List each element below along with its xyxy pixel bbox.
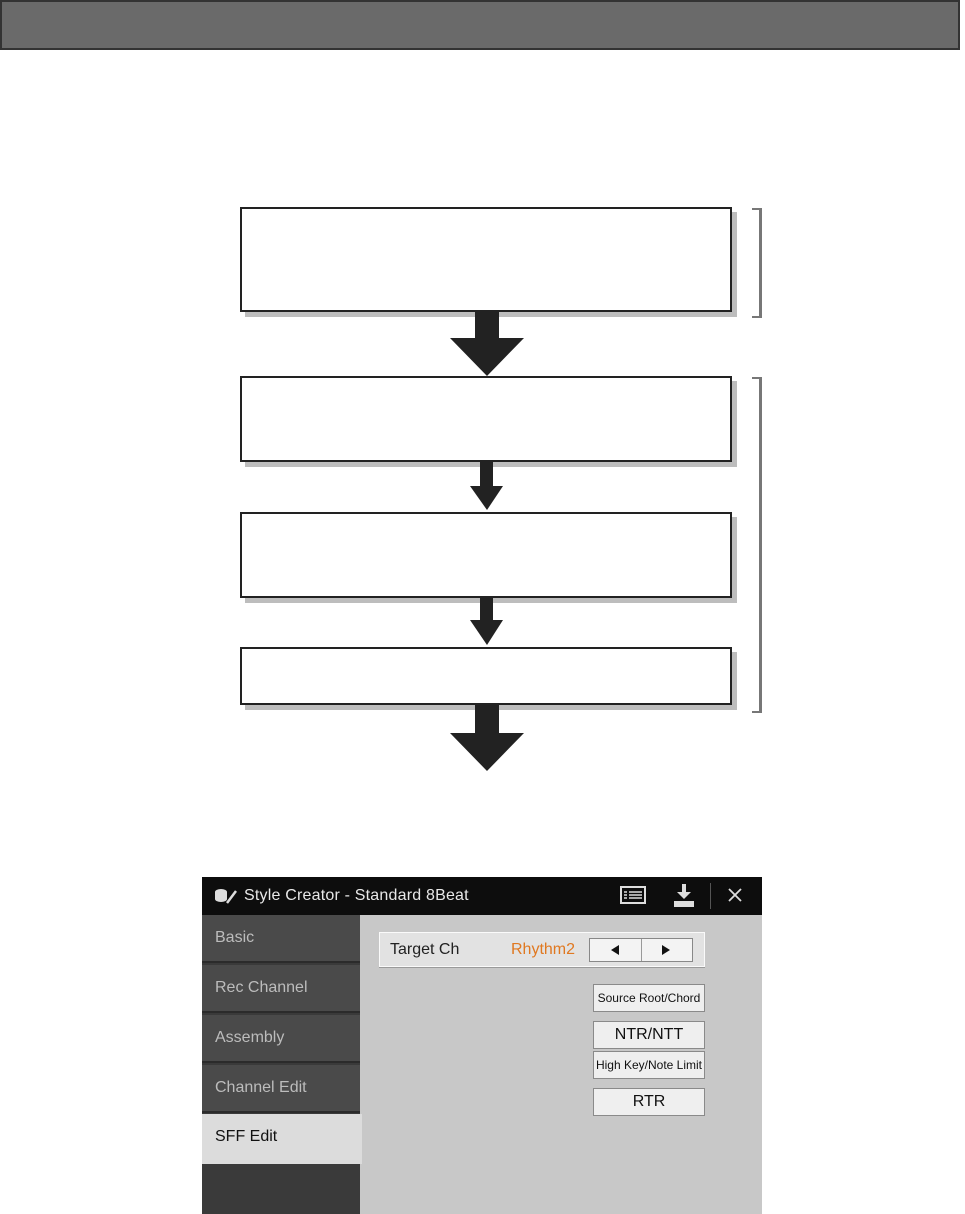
big-arrow-4-icon <box>450 705 524 771</box>
rtr-button[interactable]: RTR <box>593 1088 705 1116</box>
high-key-note-limit-button[interactable]: High Key/Note Limit <box>593 1051 705 1079</box>
small-arrow-2-icon <box>470 462 503 510</box>
list-icon[interactable] <box>620 885 646 910</box>
sidebar-item-assembly[interactable]: Assembly <box>202 1015 360 1063</box>
small-arrow-3-icon <box>470 598 503 645</box>
window-title: Style Creator - Standard 8Beat <box>244 887 469 904</box>
style-drum-pencil-icon <box>214 887 238 910</box>
triangle-right-icon <box>660 944 672 956</box>
title-bar <box>202 877 762 915</box>
triangle-left-icon <box>609 944 621 956</box>
style-creator-screen <box>202 877 762 1214</box>
sidebar-item-channel-edit[interactable]: Channel Edit <box>202 1065 360 1113</box>
sidebar <box>202 915 360 1214</box>
target-channel-label: Target Ch <box>390 941 460 958</box>
ntr-ntt-button[interactable]: NTR/NTT <box>593 1021 705 1049</box>
target-channel-arrows <box>589 938 693 962</box>
next-channel-button[interactable] <box>641 939 692 961</box>
source-root-chord-button[interactable]: Source Root/Chord <box>593 984 705 1012</box>
big-arrow-1-icon <box>450 312 524 376</box>
sidebar-item-rec-channel[interactable]: Rec Channel <box>202 965 360 1013</box>
close-icon[interactable] <box>726 886 744 909</box>
titlebar-divider <box>710 883 711 909</box>
sidebar-item-sff-edit[interactable]: SFF Edit <box>202 1114 362 1164</box>
target-channel-value[interactable]: Rhythm2 <box>511 941 576 958</box>
previous-channel-button[interactable] <box>590 939 642 961</box>
sidebar-item-basic[interactable]: Basic <box>202 915 360 963</box>
target-channel-row <box>379 932 705 967</box>
save-download-icon[interactable] <box>672 883 696 914</box>
